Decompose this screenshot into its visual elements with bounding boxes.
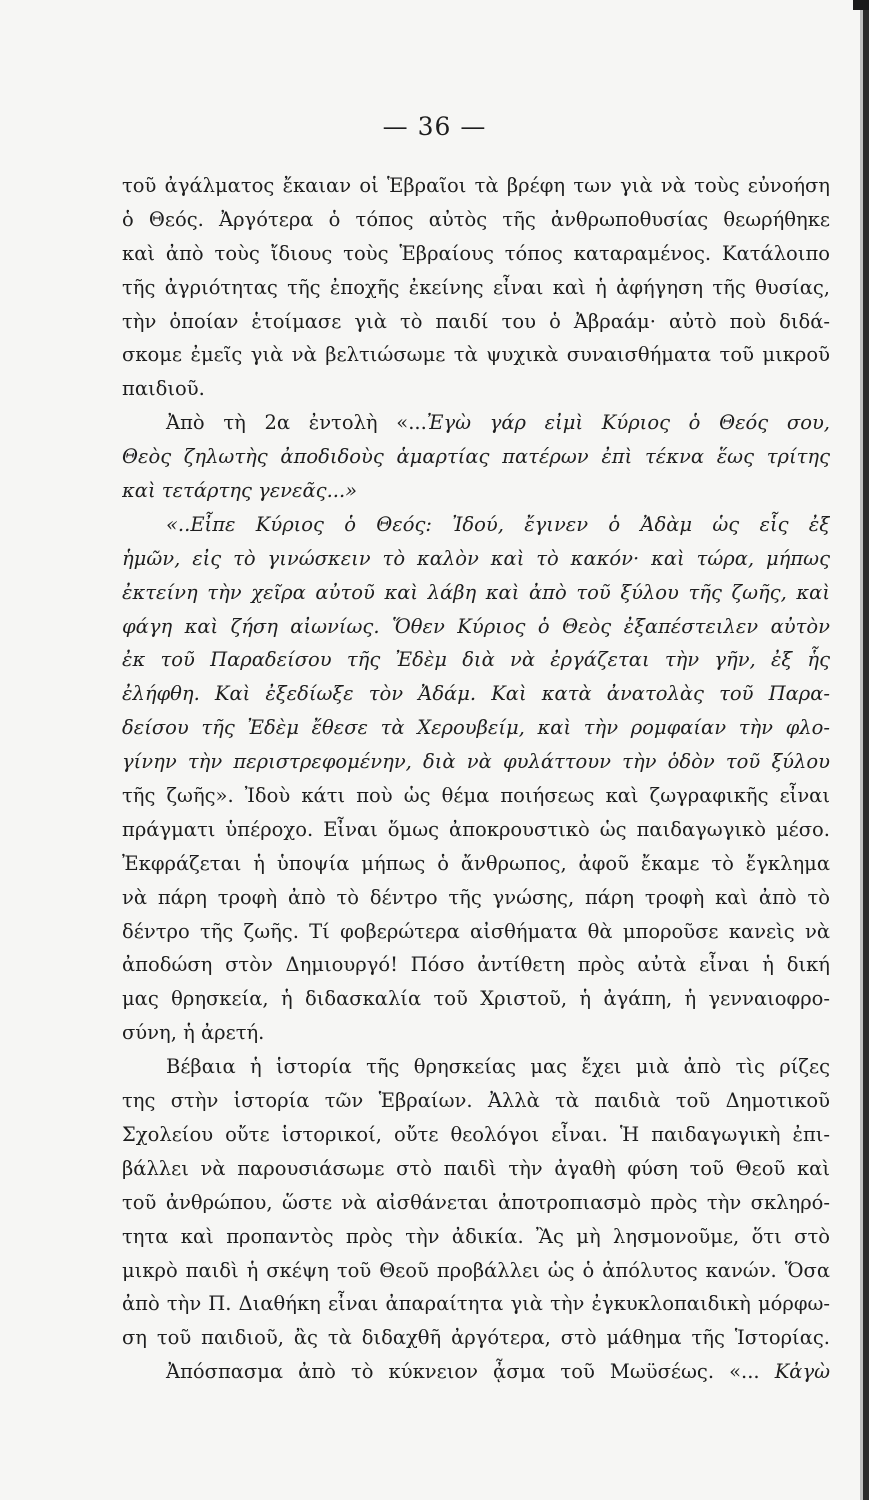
- text-line-quote: ἐλήφθη. Καὶ ἐξεδίωξε τὸν Ἀδάμ. Καὶ κατὰ ἀνατολὰς τοῦ Παρα-: [122, 682, 830, 706]
- text-line: μικρὸ παιδὶ ἡ σκέψη τοῦ Θεοῦ προβάλλει ὡς ὁ ἀπόλυτος κανών. Ὅσα: [122, 1258, 830, 1282]
- body-text: [122, 169, 830, 1389]
- text-line: Βέβαια ἡ ἱστορία τῆς θρησκείας μας ἔχει μιὰ ἀπὸ τὶς ρίζες: [166, 1055, 830, 1079]
- text-line-quote: ἐκ τοῦ Παραδείσου τῆς Ἐδὲμ διὰ νὰ ἐργάζεται τὴν γῆν, ἐξ ἧς: [122, 648, 830, 672]
- text-line-commandment: Ἀπὸ τὴ 2α ἐντολὴ «...Ἐγὼ γάρ εἰμὶ Κύριος ὁ Θεός σου,: [166, 411, 830, 435]
- page-number: — 36 —: [382, 112, 487, 141]
- text-line: βάλλει νὰ παρουσιάσωμε στὸ παιδὶ τὴν ἀγαθὴ φύση τοῦ Θεοῦ καὶ: [122, 1156, 830, 1180]
- text-line: Ἐκφράζεται ἡ ὑποψία μήπως ὁ ἄνθρωπος, ἀφοῦ ἔκαμε τὸ ἔγκλημα: [122, 851, 830, 875]
- text-line-quote: ἐκτείνη τὴν χεῖρα αὐτοῦ καὶ λάβη καὶ ἀπὸ τοῦ ξύλου τῆς ζωῆς, καὶ: [122, 580, 830, 604]
- text-line-quote: δείσου τῆς Ἐδὲμ ἔθεσε τὰ Χερουβείμ, καὶ τὴν ρομφαίαν τὴν φλο-: [122, 716, 830, 740]
- text-line: ση τοῦ παιδιοῦ, ἂς τὰ διδαχθῆ ἀργότερα, στὸ μάθημα τῆς Ἱστορίας.: [122, 1326, 830, 1350]
- text-line: σκομε ἐμεῖς γιὰ νὰ βελτιώσωμε τὰ ψυχικὰ συναισθήματα τοῦ μικροῦ: [122, 343, 830, 367]
- italic-quote: Κἀγὼ: [774, 1360, 830, 1384]
- page-edge: [863, 0, 869, 1500]
- text-line: τοῦ ἀνθρώπου, ὥστε νὰ αἰσθάνεται ἀποτροπιασμὸ πρὸς τὴν σκληρό-: [122, 1190, 830, 1214]
- text-line: παιδιοῦ.: [122, 377, 205, 401]
- text-line: τητα καὶ προπαντὸς πρὸς τὴν ἀδικία. Ἂς μὴ λησμονοῦμε, ὅτι στὸ: [122, 1224, 830, 1248]
- text-line: της στὴν ἱστορία τῶν Ἑβραίων. Ἀλλὰ τὰ παιδιὰ τοῦ Δημοτικοῦ: [122, 1089, 830, 1113]
- text-line-quote: ἡμῶν, εἰς τὸ γινώσκειν τὸ καλὸν καὶ τὸ κακόν· καὶ τώρα, μήπως: [122, 546, 830, 570]
- text-line: μας θρησκεία, ἡ διδασκαλία τοῦ Χριστοῦ, ἡ ἀγάπη, ἡ γενναιοφρο-: [122, 987, 830, 1011]
- text-line: τὴν ὁποίαν ἑτοίμασε γιὰ τὸ παιδί του ὁ Ἀβραάμ· αὐτὸ ποὺ διδά-: [122, 309, 830, 333]
- text-line: ἀπὸ τὴν Π. Διαθήκη εἶναι ἀπαραίτητα γιὰ τὴν ἐγκυκλοπαιδικὴ μόρφω-: [122, 1292, 830, 1316]
- text-line: τοῦ ἀγάλματος ἔκαιαν οἱ Ἑβραῖοι τὰ βρέφη των γιὰ νὰ τοὺς εὐνοήση: [122, 174, 830, 197]
- text-line: Ἀπόσπασμα ἀπὸ τὸ κύκνειον ᾆσμα τοῦ Μωϋσέως. «... Κἀγὼ: [166, 1360, 830, 1384]
- text-line: καὶ ἀπὸ τοὺς ἴδιους τοὺς Ἑβραίους τόπος καταραμένος. Κατάλοιπο: [122, 241, 830, 265]
- text-line: νὰ πάρη τροφὴ ἀπὸ τὸ δέντρο τῆς γνώσης, πάρη τροφὴ καὶ ἀπὸ τὸ: [122, 885, 830, 909]
- text-line: τῆς ἀγριότητας τῆς ἐποχῆς ἐκείνης εἶναι καὶ ἡ ἀφήγηση τῆς θυσίας,: [122, 275, 830, 299]
- text-line-quote: γίνην τὴν περιστρεφομένην, διὰ νὰ φυλάττουν τὴν ὁδὸν τοῦ ξύλου: [122, 750, 830, 774]
- text-line-quote: «..Εἶπε Κύριος ὁ Θεός: Ἰδού, ἔγινεν ὁ Ἀδὰμ ὡς εἷς ἐξ: [166, 512, 830, 536]
- text-line: πράγματι ὑπέροχο. Εἶναι ὅμως ἀποκρουστικὸ ὡς παιδαγωγικὸ μέσο.: [122, 817, 830, 841]
- text-line: τῆς ζωῆς». Ἰδοὺ κάτι ποὺ ὡς θέμα ποιήσεως καὶ ζωγραφικῆς εἶναι: [122, 784, 830, 808]
- text-line-quote: καὶ τετάρτης γενεᾶς...»: [122, 479, 358, 503]
- italic-quote: Ἐγὼ γάρ εἰμὶ Κύριος ὁ Θεός σου,: [426, 411, 830, 435]
- text-line: Σχολείου οὔτε ἱστορικοί, οὔτε θεολόγοι εἶναι. Ἡ παιδαγωγικὴ ἐπι-: [122, 1122, 830, 1146]
- text-line-quote: Θεὸς ζηλωτὴς ἀποδιδοὺς ἁμαρτίας πατέρων ἐπὶ τέκνα ἕως τρίτης: [122, 445, 830, 469]
- text-line: ὁ Θεός. Ἀργότερα ὁ τόπος αὐτὸς τῆς ἀνθρωποθυσίας θεωρήθηκε: [122, 207, 830, 231]
- text-line: δέντρο τῆς ζωῆς. Τί φοβερώτερα αἰσθήματα θὰ μποροῦσε κανεὶς νὰ: [122, 919, 830, 943]
- text-line: σύνη, ἡ ἀρετή.: [122, 1021, 265, 1045]
- page-corner: [853, 0, 869, 10]
- text-line-quote: φάγη καὶ ζήση αἰωνίως. Ὅθεν Κύριος ὁ Θεὸς ἐξαπέστειλεν αὐτὸν: [122, 614, 830, 638]
- text-line: ἀποδώση στὸν Δημιουργό! Πόσο ἀντίθετη πρὸς αὐτὰ εἶναι ἡ δική: [122, 953, 830, 977]
